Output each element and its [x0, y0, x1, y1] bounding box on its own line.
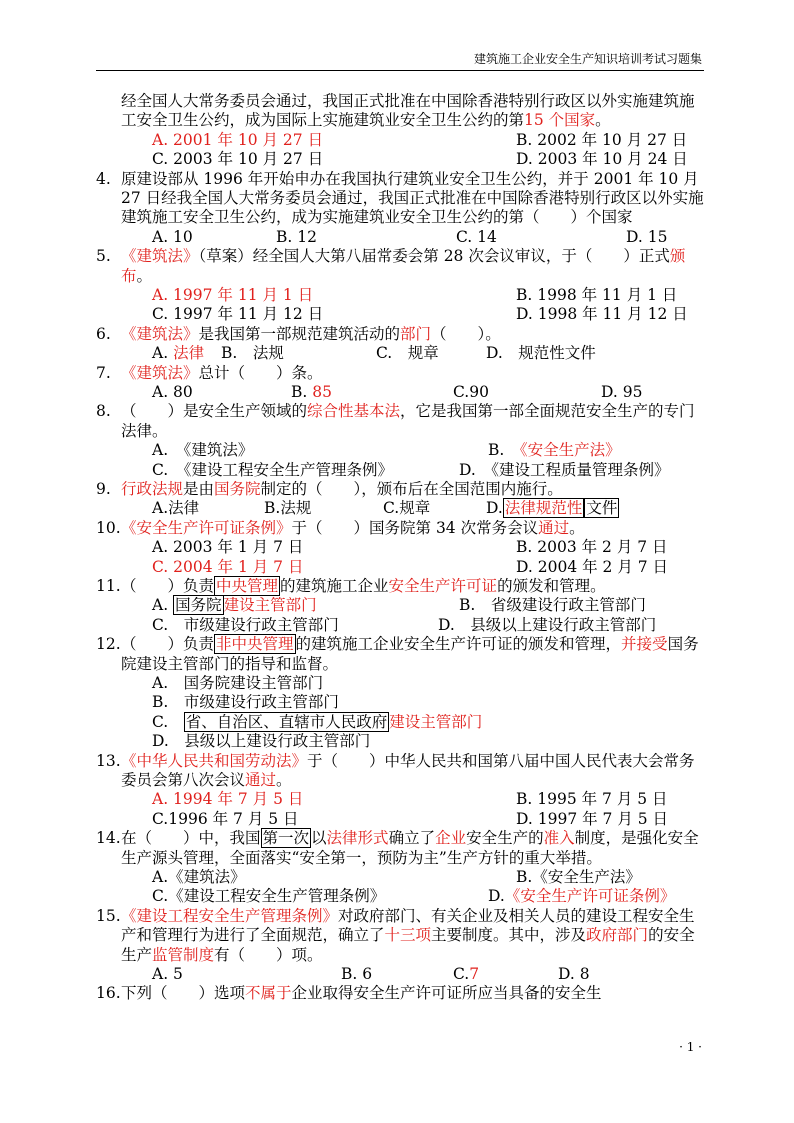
question-text: 于（ ）国务院第 34 次常务会议: [291, 518, 539, 537]
options-row: [96, 965, 706, 984]
option-b[interactable]: B. 法规: [221, 344, 284, 363]
question-3-continuation: [96, 92, 706, 131]
question-number: 7.: [96, 363, 111, 382]
option-label: D.: [486, 499, 503, 518]
option-label: A.: [152, 596, 169, 615]
option-c[interactable]: C. 14: [456, 227, 497, 246]
question-text: 在（ ）中，我国: [121, 829, 261, 848]
option-d[interactable]: D. 《建设工程质量管理条例》: [459, 460, 670, 479]
option-c[interactable]: C.《建设工程安全生产管理条例》: [152, 887, 386, 906]
option-d[interactable]: D. 15: [626, 227, 668, 246]
option-b[interactable]: B. 1998 年 11 月 1 日: [516, 286, 678, 305]
options-row: [96, 868, 706, 887]
highlight: 《安全生产许可证条例》: [504, 887, 676, 906]
question-8: [96, 402, 706, 441]
highlight: 颁布: [121, 247, 686, 285]
option-c[interactable]: C.90: [453, 383, 489, 401]
option-a[interactable]: A. 10: [152, 227, 193, 246]
option-b[interactable]: B. 市级建设行政主管部门: [152, 693, 339, 712]
option-c[interactable]: C. 市级建设行政主管部门: [152, 615, 339, 634]
option-a[interactable]: A. 《建筑法》: [152, 441, 254, 460]
highlight: 法律: [173, 344, 205, 363]
option-b[interactable]: B.《安全生产法》: [516, 868, 641, 886]
highlight: 企业: [435, 829, 467, 848]
question-text: 原建设部从 1996 年开始申办在我国执行建筑业安全卫生公约，并于 2001 年 10 月 27 日经我全国人大常务委员会通过，我国正式批准在中国除香港特别行政区以外实施建筑施工安全卫生公约，成为实施建筑业安全卫生公约的第（ ）个国家: [121, 169, 704, 227]
question-number: 13.: [96, 751, 121, 770]
highlight: 法律规范性: [504, 499, 583, 518]
question-number: 9.: [96, 479, 111, 498]
question-4: [96, 170, 706, 228]
option-d[interactable]: [488, 887, 675, 906]
option-c[interactable]: C. 规章: [376, 344, 439, 363]
options-row: [96, 616, 706, 635]
options-row: [96, 286, 706, 305]
option-d[interactable]: D. 县级以上建设行政主管部门: [152, 732, 371, 751]
option-c[interactable]: C. 1997 年 11 月 12 日: [152, 305, 324, 324]
page-number: · 1 ·: [679, 1040, 702, 1054]
option-a[interactable]: [152, 596, 317, 615]
option-d[interactable]: D. 2003 年 10 月 24 日: [516, 150, 688, 169]
option-a[interactable]: A.法律: [152, 499, 200, 518]
question-text: （草案）经全国人大第八届常委会第 28 次会议审议，于（ ）正式: [198, 247, 670, 266]
options-row: [96, 344, 706, 363]
option-a[interactable]: A. 国务院建设主管部门: [152, 673, 324, 692]
question-text-end: 的颁发和管理。: [497, 576, 606, 595]
question-11: [96, 577, 706, 596]
option-b[interactable]: B. 省级建设行政主管部门: [459, 596, 646, 615]
highlight: 综合性基本法: [307, 402, 401, 421]
options-row: [96, 150, 706, 169]
options-row: [96, 499, 706, 518]
question-text: 对政府部门、有关企业及相关人员的建设工程安全生产和管理行为进行了全面规范，确立了: [121, 906, 695, 945]
option-label: C.: [453, 965, 470, 983]
option-c[interactable]: C. 2003 年 10 月 27 日: [152, 150, 324, 169]
highlight: 85: [312, 383, 332, 401]
highlight: 安全生产许可证: [388, 576, 498, 595]
option-d[interactable]: D. 县级以上建设行政主管部门: [438, 615, 657, 634]
option-label: B.: [488, 441, 520, 460]
options-row: [96, 790, 706, 809]
option-d[interactable]: D. 规范性文件: [486, 344, 596, 363]
options-row: [96, 810, 706, 829]
option-a[interactable]: A. 5: [152, 965, 183, 983]
question-number: 14.: [96, 829, 121, 848]
question-text: 总计（ ）条。: [198, 363, 323, 382]
options-row: [96, 131, 706, 150]
question-text-end: 。: [276, 771, 292, 789]
highlight: 国务院: [214, 479, 261, 498]
highlight: 法律形式: [326, 829, 389, 848]
option-text: 省、自治区、直辖市人民政府: [185, 712, 388, 731]
options-row: [96, 596, 706, 615]
question-number: 16.: [96, 984, 121, 1003]
question-text: 于（ ）中华人民共和国第八届中国人民代表大会常务委员会第八次会议: [121, 751, 695, 789]
question-text: 的安全生产: [121, 926, 695, 964]
question-number: 12.: [96, 635, 121, 654]
question-number: 8.: [96, 402, 111, 421]
question-12: [96, 635, 706, 674]
highlight: 并接受: [621, 635, 668, 654]
question-text-end: 制定的（ ），颁布后在全国范围内施行。: [260, 479, 563, 498]
option-label: D.: [488, 887, 505, 906]
option-c[interactable]: [96, 713, 706, 732]
option-c[interactable]: C. 《建设工程安全生产管理条例》: [152, 460, 393, 479]
highlight: 《建筑法》: [121, 324, 199, 343]
options-row: [96, 441, 706, 460]
question-text-end: 制度，是强化安全生产源头管理，全面落实“安全第一，预防为主”生产方针的重大举措。: [121, 829, 699, 867]
highlight: 7: [469, 965, 480, 983]
question-number: 10.: [96, 518, 121, 537]
highlight: 《建筑法》: [121, 363, 199, 382]
question-7: [96, 364, 706, 383]
header-rule: [96, 70, 704, 71]
option-label: A.: [152, 344, 169, 363]
running-header: 建筑施工企业安全生产知识培训考试习题集: [473, 52, 702, 66]
question-text-end: 。: [136, 266, 153, 285]
question-text: 下列（ ）选项: [121, 984, 246, 1003]
option-d[interactable]: D. 1997 年 7 月 5 日: [516, 809, 669, 828]
highlight: 不属于: [245, 984, 292, 1003]
question-text-end: 。: [595, 111, 611, 130]
question-list: [96, 92, 706, 1004]
option-c[interactable]: C.1996 年 7 月 5 日: [152, 809, 299, 828]
option-a[interactable]: A. 2003 年 1 月 7 日: [152, 538, 304, 557]
highlight: 行政法规: [121, 479, 184, 498]
question-5: [96, 247, 706, 286]
option-c[interactable]: [453, 965, 479, 984]
question-10: [96, 519, 706, 538]
option-b[interactable]: B. 1995 年 7 月 5 日: [516, 790, 668, 809]
option-b[interactable]: B. 12: [276, 227, 317, 246]
options-row: [96, 383, 706, 402]
question-text: 是由: [183, 479, 215, 498]
question-number: 4.: [96, 169, 111, 188]
option-text: 文件: [586, 499, 618, 518]
question-text: （ ）是安全生产领域的: [121, 402, 308, 421]
question-text-end: （ ）。: [431, 324, 501, 343]
highlight: 通过: [538, 518, 570, 537]
highlight: 中央管理: [216, 576, 279, 595]
options-row: [96, 305, 706, 324]
option-d[interactable]: D. 2004 年 2 月 7 日: [516, 557, 669, 576]
option-d[interactable]: D. 8: [558, 965, 590, 983]
question-text: 的建筑施工企业安全生产许可证的颁发和管理，: [295, 635, 622, 654]
question-text: 的建筑施工企业: [280, 576, 389, 595]
highlight: 准入: [543, 829, 575, 848]
question-6: [96, 325, 706, 344]
highlight: 《建设工程安全生产管理条例》: [121, 906, 339, 925]
option-d[interactable]: [486, 499, 619, 518]
question-9: [96, 480, 706, 499]
options-row: [96, 538, 706, 557]
question-number: 15.: [96, 906, 121, 925]
boxed-text: 第一次: [262, 829, 310, 848]
options-row: [96, 558, 706, 577]
question-text: （ ）负责: [121, 635, 215, 654]
option-b[interactable]: B.法规: [264, 499, 312, 518]
option-b[interactable]: B. 6: [341, 965, 373, 983]
highlight: 建设主管部门: [223, 596, 317, 615]
option-c[interactable]: C. 2004 年 1 月 7 日: [152, 557, 304, 576]
options-row: [96, 887, 706, 906]
highlight: 《建筑法》: [121, 247, 199, 266]
option-d[interactable]: D. 1998 年 11 月 12 日: [516, 305, 688, 324]
option-d[interactable]: D. 95: [601, 383, 643, 401]
highlight: 政府部门: [586, 926, 649, 945]
question-15: [96, 907, 706, 965]
question-text: 确立了: [388, 829, 436, 848]
question-text: 以: [311, 829, 327, 848]
option-b[interactable]: B. 2003 年 2 月 7 日: [516, 538, 668, 557]
option-a[interactable]: [152, 344, 204, 363]
question-text: 主要制度。其中，涉及: [431, 926, 587, 945]
question-14: [96, 829, 706, 868]
highlight: 《安全生产法》: [519, 441, 621, 460]
question-16: [96, 984, 706, 1003]
option-text: 国务院: [175, 596, 222, 615]
option-label: C.: [152, 712, 184, 731]
question-13: [96, 752, 706, 791]
option-b[interactable]: B. 2002 年 10 月 27 日: [516, 130, 688, 149]
option-label: B.: [291, 383, 308, 401]
options-row: [96, 461, 706, 480]
option-a[interactable]: A. 2001 年 10 月 27 日: [152, 130, 324, 149]
option-b[interactable]: [291, 383, 332, 402]
option-a[interactable]: A. 1997 年 11 月 1 日: [152, 286, 314, 305]
option-a[interactable]: A. 80: [152, 383, 193, 401]
question-text-end: 国务院建设主管部门的指导和监督。: [121, 635, 699, 673]
question-text: 安全生产的: [466, 829, 544, 848]
highlight: 通过: [245, 771, 277, 789]
question-text-end: ，它是我国第一部全面规范安全生产的专门法律。: [121, 402, 695, 440]
question-text-end: 企业取得安全生产许可证所应当具备的安全生: [291, 984, 602, 1003]
highlight: 建设主管部门: [389, 712, 483, 731]
question-number: 5.: [96, 247, 111, 266]
option-a[interactable]: A.《建筑法》: [152, 868, 246, 886]
question-text-end: 有（ ）项。: [214, 945, 323, 964]
highlight: 《中华人民共和国劳动法》: [121, 751, 308, 770]
highlight: 《安全生产许可证条例》: [121, 518, 292, 537]
highlight: 15 个国家: [524, 111, 596, 130]
options-row: [96, 228, 706, 247]
highlight: 监管制度: [152, 945, 215, 964]
question-text: 是我国第一部规范建筑活动的: [198, 324, 401, 343]
question-number: 11.: [96, 576, 121, 595]
option-b[interactable]: [488, 441, 621, 460]
highlight: 十三项: [384, 926, 432, 945]
option-a[interactable]: A. 1994 年 7 月 5 日: [152, 790, 304, 809]
question-number: 6.: [96, 324, 111, 343]
highlight: 部门: [400, 324, 432, 343]
highlight: 非中央管理: [216, 635, 294, 654]
question-text: （ ）负责: [121, 576, 215, 595]
option-c[interactable]: C.规章: [383, 499, 431, 518]
question-text-end: 。: [569, 518, 585, 537]
question-text: 经全国人大常务委员会通过，我国正式批准在中国除香港特别行政区以外实施建筑施工安全卫生公约，成为国际上实施建筑业安全卫生公约的第: [121, 92, 695, 130]
